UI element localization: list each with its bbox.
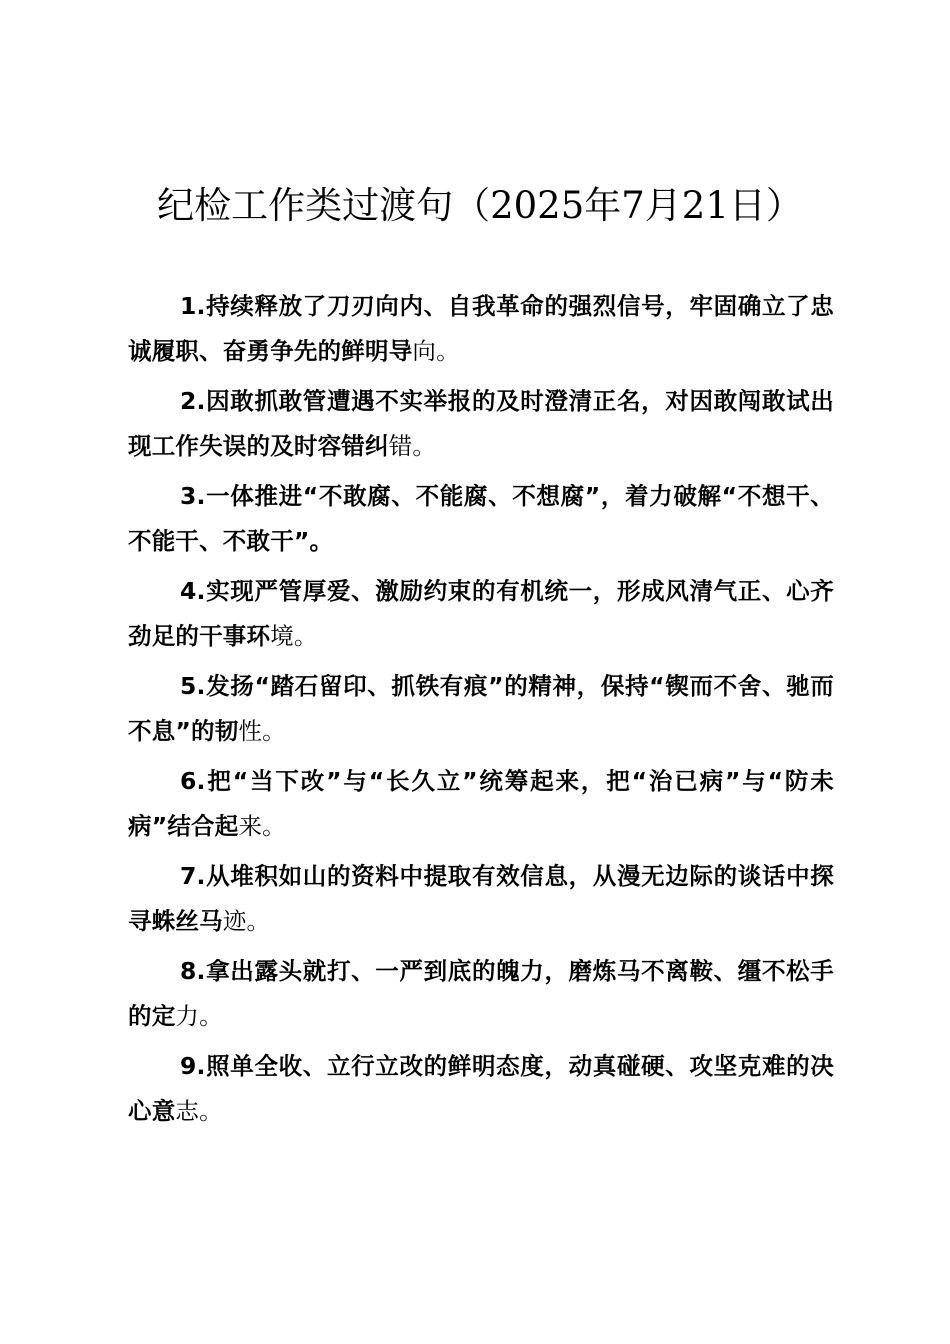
item-text: 2.因敢抓敢管遭遇不实举报的及时澄清正名，对因敢闯敢试出现工作失误的及时容错纠: [128, 387, 834, 460]
list-item: [128, 664, 834, 753]
item-tail: 向。: [412, 336, 460, 365]
item-tail: 来。: [238, 811, 286, 840]
item-text: 1.持续释放了刀刃向内、自我革命的强烈信号，牢固确立了忠诚履职、奋勇争先的鲜明导: [128, 292, 834, 365]
item-text: 6.把“当下改”与“长久立”统筹起来，把“治已病”与“防未病”结合起: [128, 767, 834, 840]
item-tail: 力。: [175, 1001, 223, 1030]
item-text: 9.照单全收、立行立改的鲜明态度，动真碰硬、攻坚克难的决心意: [128, 1052, 834, 1125]
list-item: [128, 759, 834, 848]
list-item: [128, 379, 834, 468]
item-tail: 境。: [270, 621, 318, 650]
item-tail: 志。: [175, 1096, 223, 1125]
sentence-list: [128, 284, 834, 1139]
item-text: 3.一体推进“不敢腐、不能腐、不想腐”，着力破解“不想干、不能干、不敢干”: [128, 482, 834, 555]
list-item: [128, 569, 834, 658]
item-text: 8.拿出露头就打、一严到底的魄力，磨炼马不离鞍、缰不松手的定: [128, 957, 834, 1030]
item-text: 5.发扬“踏石留印、抓铁有痕”的精神，保持“锲而不舍、驰而不息”的韧: [128, 672, 834, 745]
list-item: [128, 1044, 834, 1133]
list-item: [128, 949, 834, 1038]
list-item: [128, 474, 834, 563]
item-text: 7.从堆积如山的资料中提取有效信息，从漫无边际的谈话中探寻蛛丝马: [128, 862, 834, 935]
item-text: 4.实现严管厚爱、激励约束的有机统一，形成风清气正、心齐劲足的干事环: [128, 577, 834, 650]
item-tail: 迹。: [222, 906, 271, 935]
item-tail: 。: [309, 526, 334, 555]
list-item: [128, 854, 834, 943]
item-tail: 错。: [388, 431, 437, 460]
list-item: [128, 284, 834, 373]
item-tail: 性。: [238, 716, 286, 745]
page-title: 纪检工作类过渡句（2025年7月21日）: [157, 184, 803, 227]
